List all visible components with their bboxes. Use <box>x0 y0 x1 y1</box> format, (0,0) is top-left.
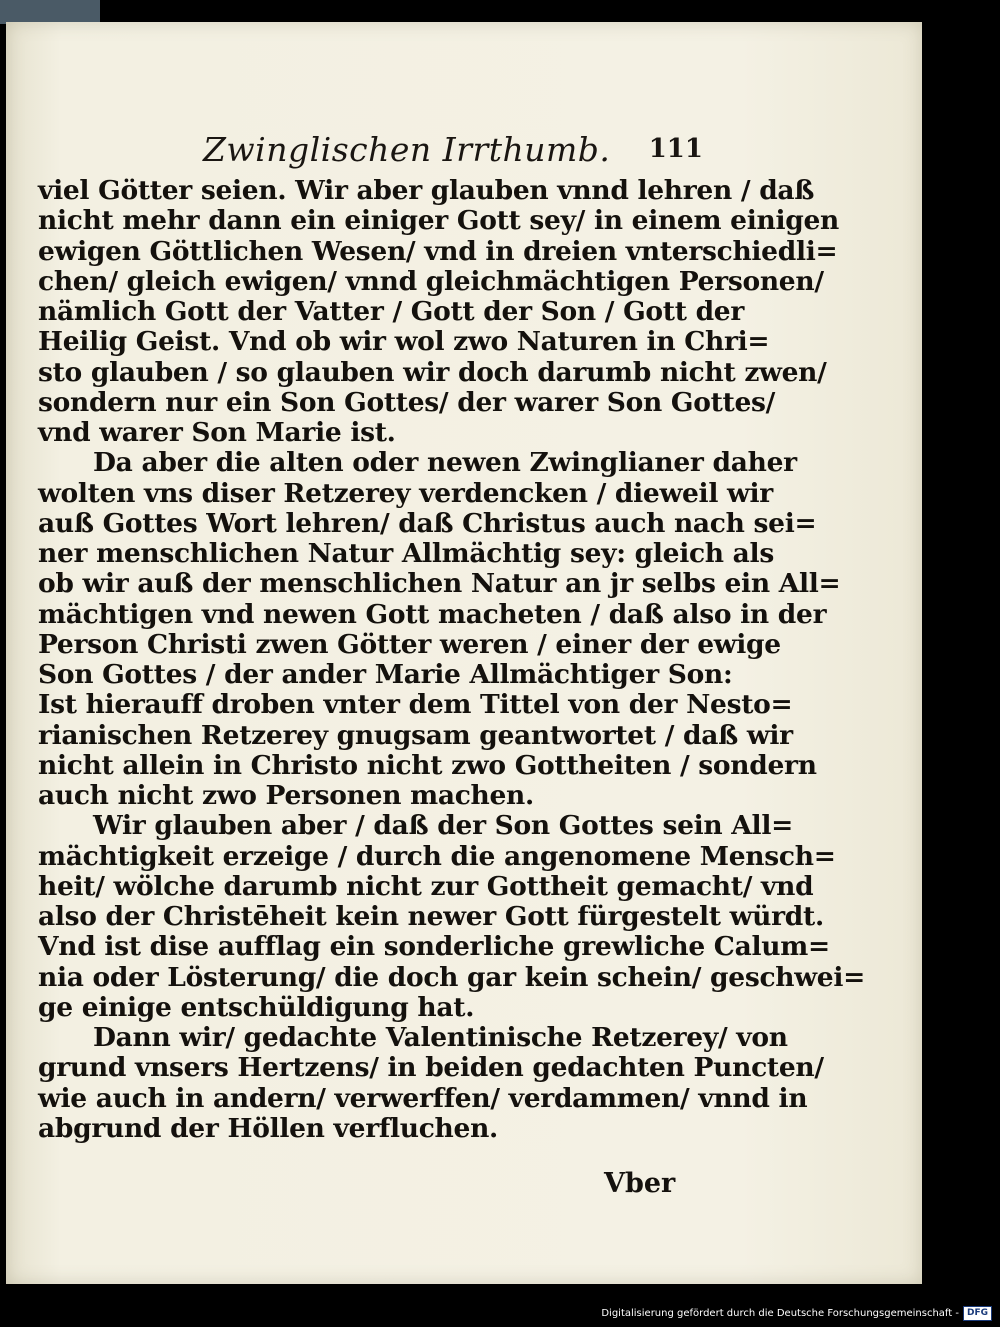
scan-edge-strip <box>0 0 100 24</box>
text-line: chen/ gleich ewigen/ vnnd gleichmächtigen Personen/ <box>38 265 824 297</box>
credit-text: Digitalisierung gefördert durch die Deutsche Forschungsgemeinschaft - <box>601 1308 959 1319</box>
text-line: auß Gottes Wort lehren/ daß Christus auch nach sei= <box>38 507 817 539</box>
text-line: mächtigen vnd newen Gott macheten / daß also in der <box>38 598 827 630</box>
text-line: sto glauben / so glauben wir doch darumb nicht zwen/ <box>38 356 827 388</box>
text-line: heit/ wölche darumb nicht zur Gottheit gemacht/ vnd <box>38 870 814 902</box>
text-line: rianischen Retzerey gnugsam geantwortet / daß wir <box>38 719 793 751</box>
text-line: Person Christi zwen Götter weren / einer der ewige <box>38 628 781 660</box>
text-line: viel Götter seien. Wir aber glauben vnnd lehren / daß <box>38 175 815 206</box>
text-line: grund vnsers Hertzens/ in beiden gedachten Puncten/ <box>38 1052 824 1084</box>
text-line: wie auch in andern/ verwerffen/ verdammen/ vnnd in <box>38 1082 808 1114</box>
text-line: ewigen Göttlichen Wesen/ vnd in dreien vnterschiedli= <box>38 235 838 267</box>
text-line: Vnd ist dise aufflag ein sonderliche grewliche Calum= <box>38 931 830 963</box>
text-line: Wir glauben aber / daß der Son Gottes sein All= <box>93 810 793 842</box>
text-line: vnd warer Son Marie ist. <box>38 417 396 448</box>
text-line: ner menschlichen Natur Allmächtig sey: gleich als <box>38 538 774 569</box>
text-line: ge einige entschüldigung hat. <box>38 991 475 1023</box>
page-number: 111 <box>648 134 703 164</box>
catchword: Vber <box>604 1168 676 1199</box>
page-header <box>203 130 703 174</box>
running-head: Zwinglischen Irrthumb. <box>203 130 611 169</box>
text-line: sondern nur ein Son Gottes/ der warer Son Gottes/ <box>38 386 776 418</box>
text-line: auch nicht zwo Personen machen. <box>38 780 534 811</box>
text-line: also der Christēheit kein newer Gott fürgestelt würdt. <box>38 901 824 932</box>
text-line: mächtigkeit erzeige / durch die angenomene Mensch= <box>38 840 836 872</box>
book-page <box>6 22 922 1284</box>
text-line: nämlich Gott der Vatter / Gott der Son / Gott der <box>38 296 745 327</box>
text-line: Ist hierauff droben vnter dem Tittel von der Nesto= <box>38 689 793 721</box>
text-line: wolten vns diser Retzerey verdencken / dieweil wir <box>38 477 773 509</box>
text-line: nicht mehr dann ein einiger Gott sey/ in einem einigen <box>38 205 839 237</box>
text-line: abgrund der Höllen verfluchen. <box>38 1112 498 1144</box>
dfg-logo: DFG <box>963 1306 992 1321</box>
text-line: Da aber die alten oder newen Zwinglianer daher <box>93 447 797 479</box>
text-line: Dann wir/ gedachte Valentinische Retzerey/ von <box>93 1022 788 1053</box>
text-line: Son Gottes / der ander Marie Allmächtiger Son: <box>38 659 733 690</box>
digitization-credit <box>601 1306 992 1321</box>
text-line: ob wir auß der menschlichen Natur an jr selbs ein All= <box>38 568 841 600</box>
body-text <box>38 175 865 1144</box>
text-line: nicht allein in Christo nicht zwo Gottheiten / sondern <box>38 749 817 781</box>
text-line: nia oder Lösterung/ die doch gar kein schein/ geschwei= <box>38 961 865 993</box>
text-line: Heilig Geist. Vnd ob wir wol zwo Naturen in Chri= <box>38 326 770 358</box>
